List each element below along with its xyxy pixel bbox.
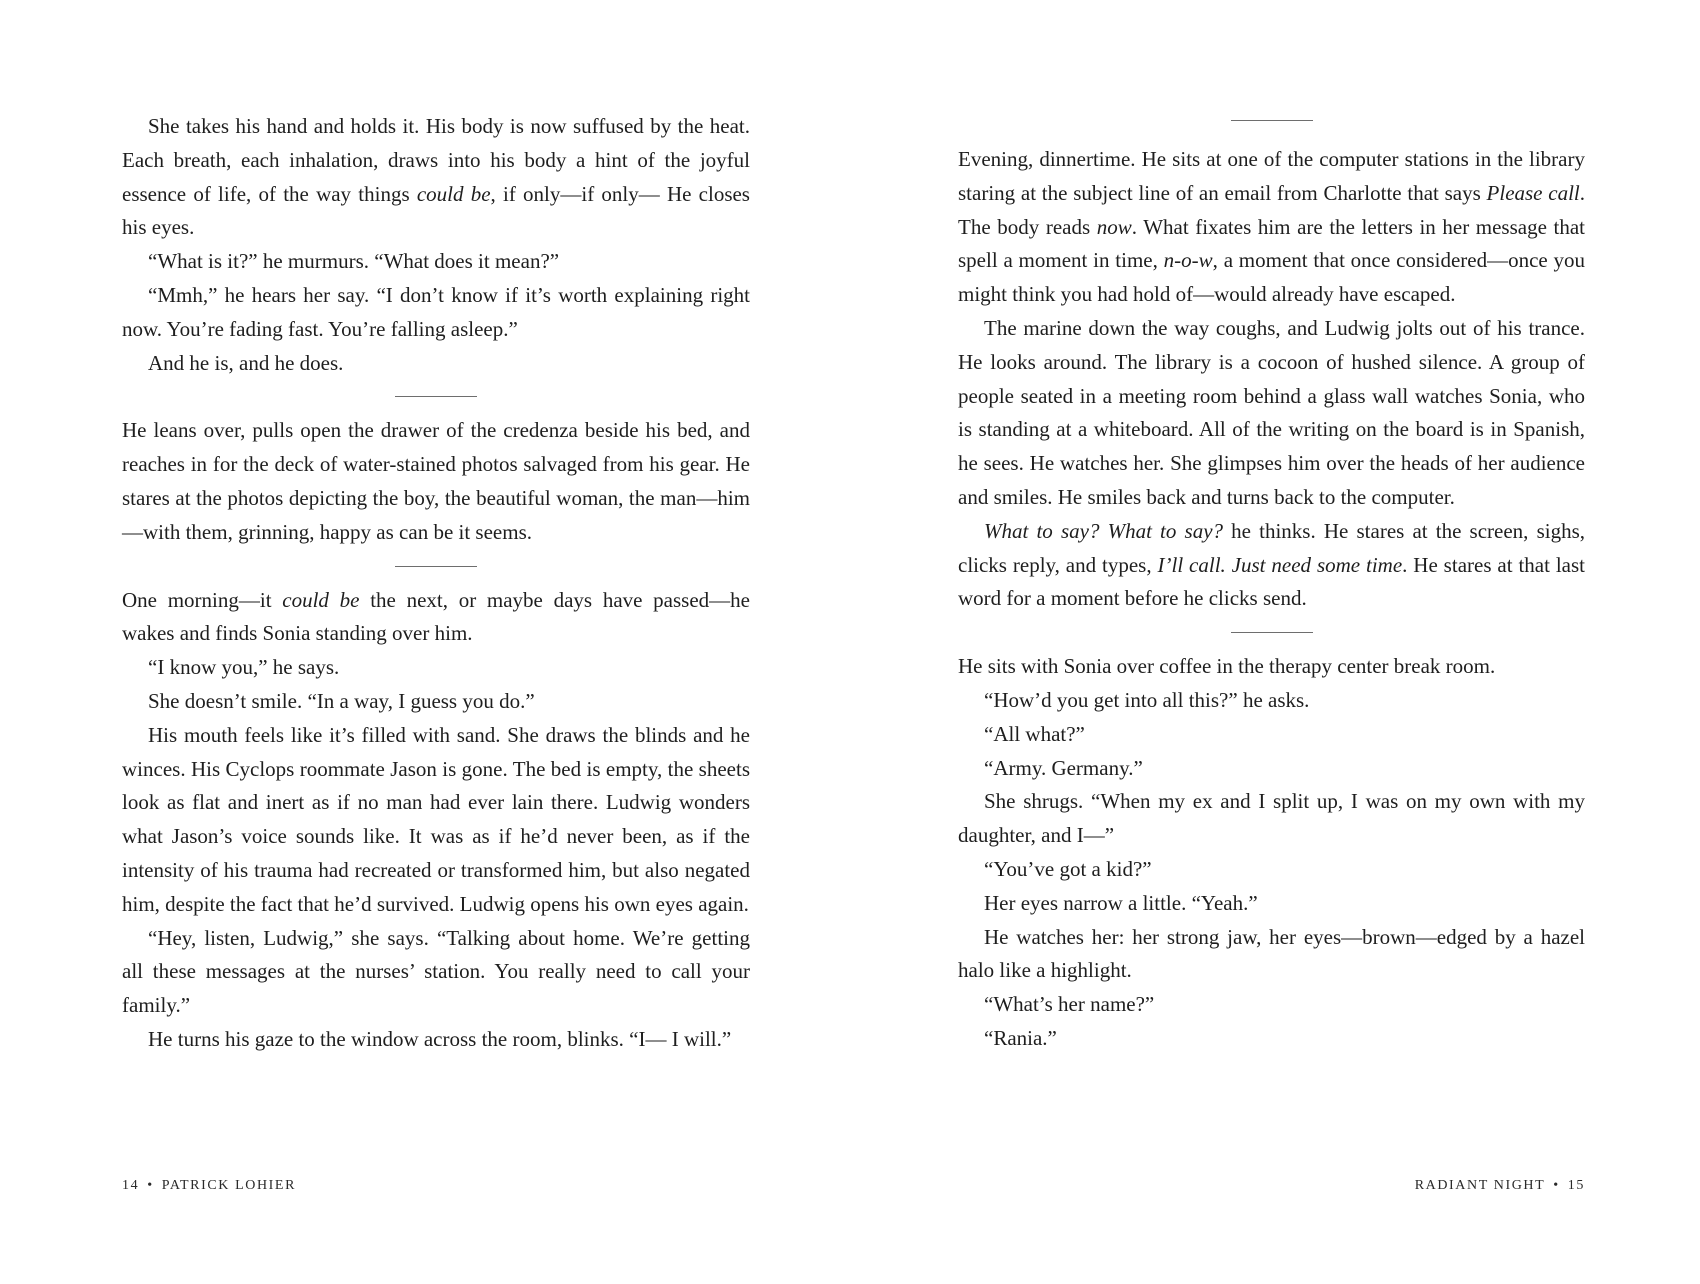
- right-page-number: 15: [1567, 1178, 1585, 1193]
- paragraph: Evening, dinnertime. He sits at one of the computer stations in the library staring at the subject line of an email from Charlotte that says Please call. The body reads now. What fixates him are the letters in her message that spell a moment in time, n-o-w, a moment that once considered—once you might think you had hold of—would already have escaped.: [958, 147, 1585, 307]
- left-page: [122, 0, 750, 1284]
- paragraph: “All what?”: [984, 721, 1085, 746]
- italic-phrase: Please call: [1486, 180, 1580, 205]
- section-break-rule: [395, 396, 477, 397]
- paragraph: The marine down the way coughs, and Ludwig jolts out of his trance. He looks around. The library is a cocoon of hushed silence. A group of people seated in a meeting room behind a glass wall watches Sonia, who is standing at a whiteboard. All of the writing on the board is in Spanish, he sees. He watches her. She glimpses him over the heads of her audience and smiles. He smiles back and turns back to the computer.: [958, 315, 1585, 509]
- paragraph: She shrugs. “When my ex and I split up, I was on my own with my daughter, and I—”: [958, 789, 1585, 848]
- paragraph: “Army. Germany.”: [984, 755, 1143, 780]
- italic-phrase: I’ll call. Just need some time: [1157, 552, 1403, 577]
- paragraph: “You’ve got a kid?”: [984, 856, 1152, 881]
- paragraph: He leans over, pulls open the drawer of the credenza beside his bed, and reaches in for the deck of water-stained photos salvaged from his gear. He stares at the photos depicting the boy, the beautiful woman, the man—him—with them, grinning, happy as can be it seems.: [122, 418, 750, 544]
- right-page: [958, 0, 1585, 1284]
- paragraph: Her eyes narrow a little. “Yeah.”: [984, 890, 1258, 915]
- italic-phrase: What to say? What to say?: [984, 518, 1224, 543]
- left-page-number: 14: [122, 1178, 140, 1193]
- paragraph: “Hey, listen, Ludwig,” she says. “Talking about home. We’re getting all these messages at the nurses’ station. You really need to call your family.”: [122, 925, 750, 1018]
- paragraph: “What is it?” he murmurs. “What does it mean?”: [148, 249, 560, 274]
- section-break-rule: [395, 566, 477, 567]
- paragraph: His mouth feels like it’s filled with sand. She draws the blinds and he winces. His Cyclops roommate Jason is gone. The bed is empty, the sheets look as flat and inert as if no man had ever lain there. Ludwig wonders what Jason’s voice sounds like. It was as if he’d never been, as if the intensity of his trauma had recreated or transformed him, but also negated him, despite the fact that he’d survived. Ludwig opens his own eyes again.: [122, 722, 750, 916]
- paragraph: One morning—it could be the next, or maybe days have passed—he wakes and finds Sonia standing over him.: [122, 587, 750, 646]
- footer-bullet: •: [147, 1178, 154, 1193]
- right-page-text: [958, 110, 1585, 1056]
- left-running-footer: [122, 1178, 296, 1194]
- left-page-text: [122, 110, 750, 1057]
- paragraph: “How’d you get into all this?” he asks.: [984, 687, 1310, 712]
- paragraph: She takes his hand and holds it. His body is now suffused by the heat. Each breath, each inhalation, draws into his body a hint of the joyful essence of life, of the way things could be, if only—if only— He closes his eyes.: [122, 114, 750, 240]
- italic-phrase: could be: [282, 587, 360, 612]
- paragraph: “What’s her name?”: [984, 992, 1155, 1017]
- book-title: RADIANT NIGHT: [1414, 1178, 1546, 1193]
- author-name: PATRICK LOHIER: [161, 1178, 297, 1193]
- paragraph: He sits with Sonia over coffee in the therapy center break room.: [958, 654, 1496, 679]
- footer-bullet: •: [1553, 1178, 1560, 1193]
- section-break-rule: [1231, 632, 1313, 633]
- paragraph: “Rania.”: [984, 1025, 1057, 1050]
- paragraph: He turns his gaze to the window across the room, blinks. “I— I will.”: [148, 1026, 732, 1051]
- italic-phrase: n-o-w: [1163, 248, 1213, 273]
- italic-phrase: could be: [416, 181, 491, 206]
- paragraph: He watches her: her strong jaw, her eyes—brown—edged by a hazel halo like a highlight.: [958, 924, 1585, 983]
- paragraph: “Mmh,” he hears her say. “I don’t know if it’s worth explaining right now. You’re fading fast. You’re falling asleep.”: [122, 282, 750, 341]
- italic-phrase: now: [1096, 214, 1132, 239]
- paragraph: And he is, and he does.: [148, 350, 344, 375]
- paragraph: What to say? What to say? he thinks. He stares at the screen, sighs, clicks reply, and types, I’ll call. Just need some time. He stares at that last word for a moment before he clicks send.: [958, 518, 1585, 611]
- paragraph: “I know you,” he says.: [148, 655, 340, 680]
- section-break-rule: [1231, 120, 1313, 121]
- paragraph: She doesn’t smile. “In a way, I guess you do.”: [148, 688, 535, 713]
- right-running-footer: [1415, 1178, 1585, 1194]
